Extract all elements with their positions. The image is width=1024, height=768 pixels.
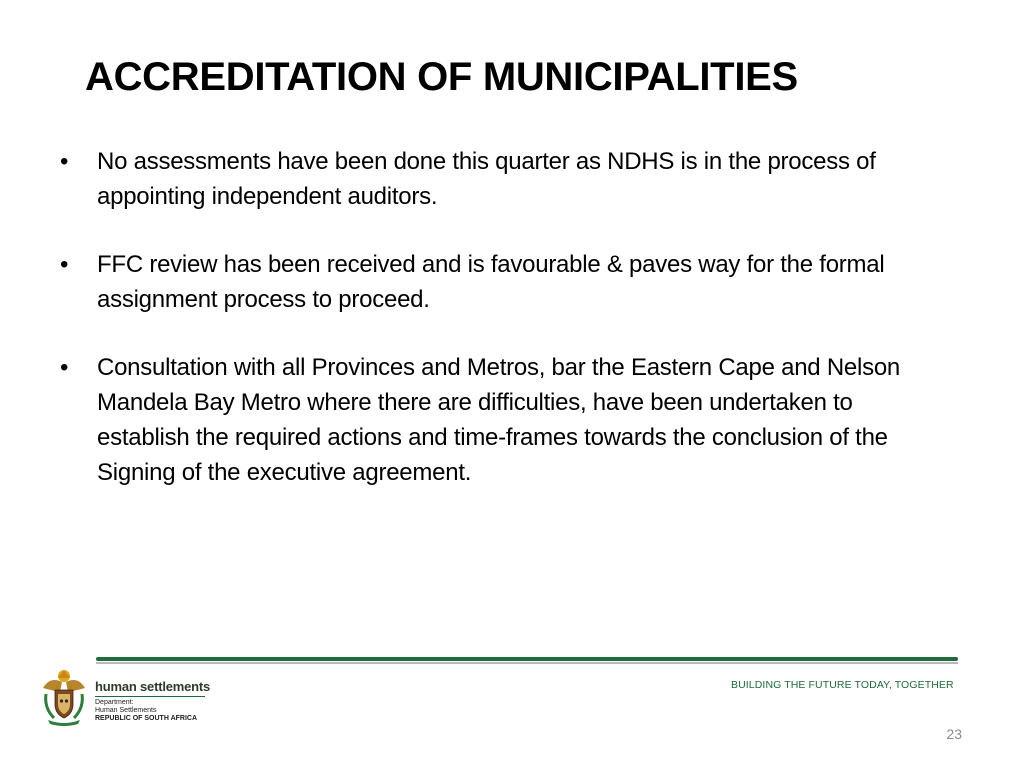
- bullet-text: Consultation with all Provinces and Metros, bar the Eastern Cape and Nelson Mandela Bay Metro where there are difficulties, have been undertaken to establish the required actions and time-frames towards the conclusion of the Signing of the executive agreement.: [97, 354, 901, 486]
- bullet-item: [60, 247, 950, 317]
- logo-department-label: Department:: [95, 699, 134, 706]
- bullet-text: FFC review has been received and is favourable & paves way for the formal assignment process to proceed.: [97, 251, 885, 313]
- logo-country: REPUBLIC OF SOUTH AFRICA: [95, 715, 198, 722]
- bullet-item: [60, 144, 950, 214]
- logo-department-name: Human Settlements: [95, 707, 157, 714]
- footer-divider-green: [96, 657, 958, 661]
- footer-divider-grey: [96, 662, 958, 664]
- logo-divider: [95, 696, 205, 697]
- slide-title: ACCREDITATION OF MUNICIPALITIES: [85, 55, 798, 99]
- bullet-marker: •: [60, 354, 69, 381]
- bullet-marker: •: [60, 251, 69, 278]
- bullet-marker: •: [60, 148, 69, 175]
- bullet-item: [60, 350, 950, 490]
- footer-divider: [96, 657, 958, 666]
- bullet-list: [60, 144, 950, 523]
- slide-number: 23: [946, 726, 962, 742]
- footer-tagline: BUILDING THE FUTURE TODAY, TOGETHER: [731, 679, 954, 691]
- coat-of-arms-icon: [40, 668, 88, 726]
- bullet-text: No assessments have been done this quarter as NDHS is in the process of appointing independent auditors.: [97, 148, 876, 210]
- department-logo: [95, 679, 210, 723]
- logo-name: human settlements: [95, 679, 211, 694]
